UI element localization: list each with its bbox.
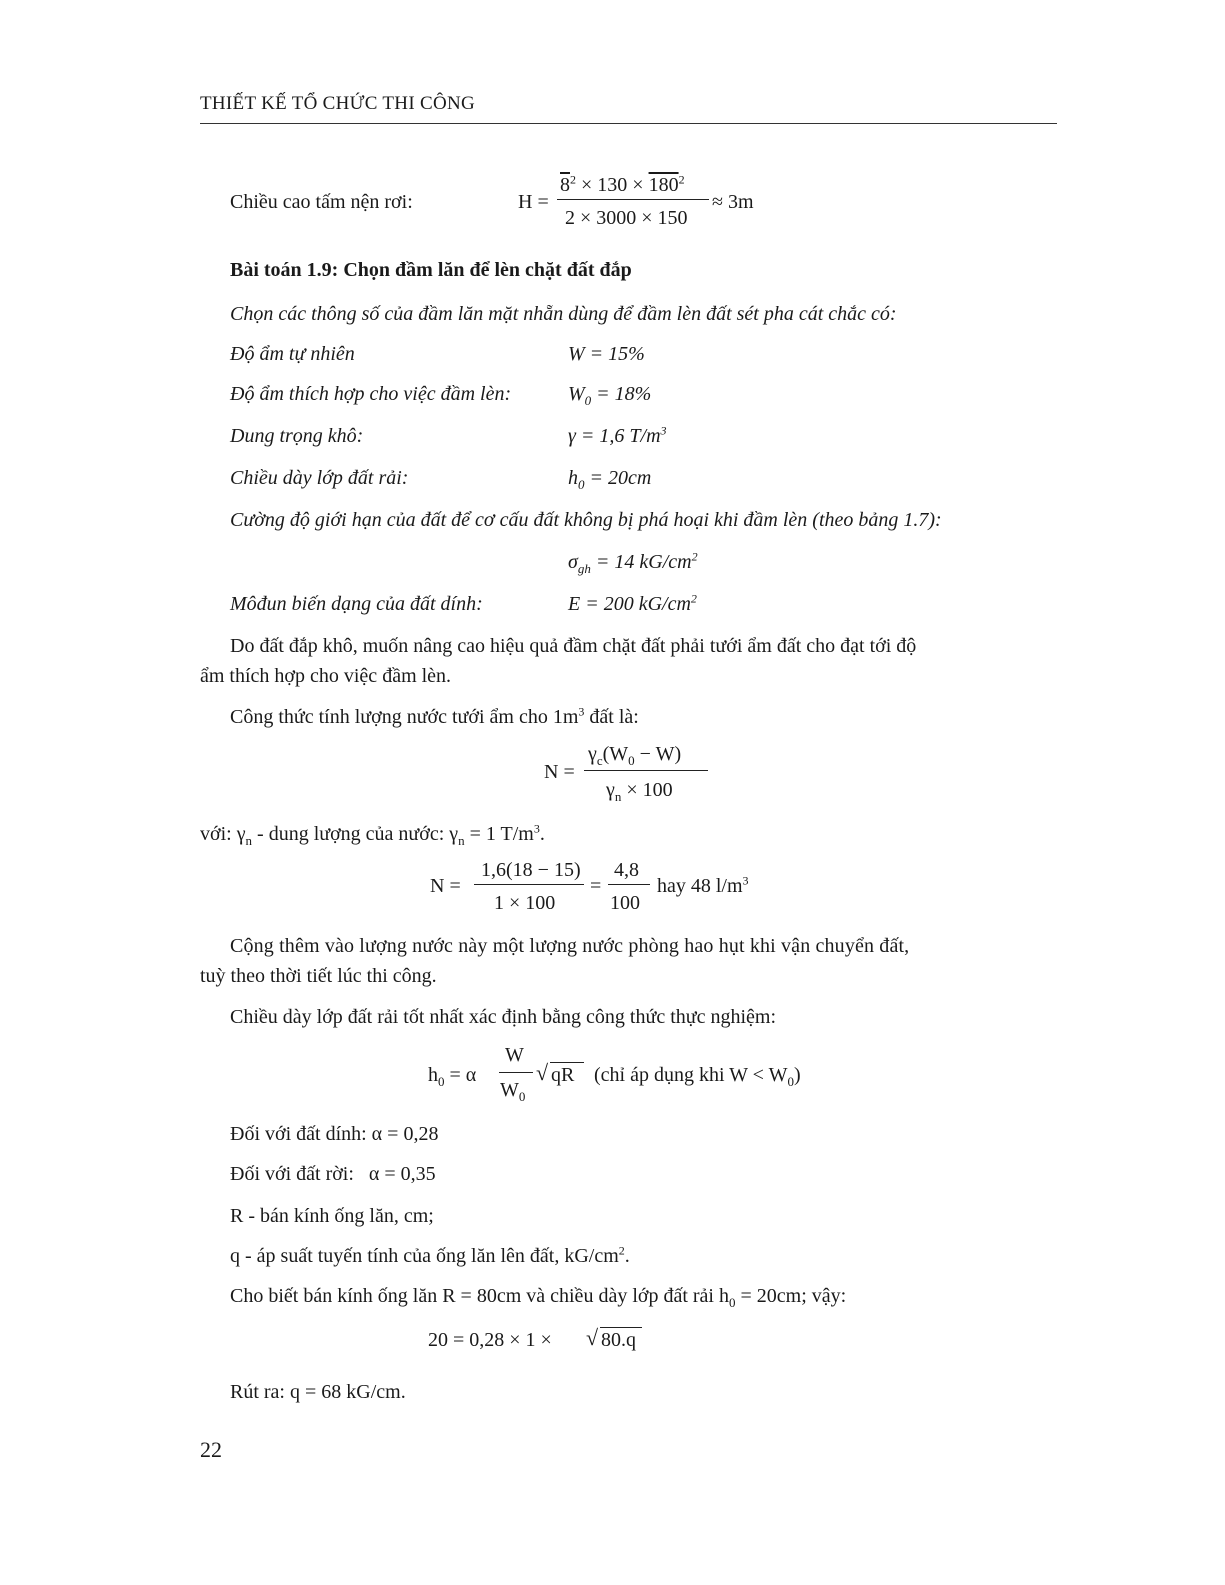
running-header: THIẾT KẾ TỔ CHỨC THI CÔNG (200, 93, 476, 114)
paragraph-line: Công thức tính lượng nước tưới ẩm cho $1m^3$ đất là: (230, 704, 639, 728)
strength-label: Cường độ giới hạn của đất để cơ cấu đất không bị phá hoại khi đầm lèn (theo bảng 1.7): (230, 509, 942, 531)
param-label: Dung trọng khô: (230, 425, 364, 447)
param-value: $W_0 = 18\%$ (568, 383, 652, 408)
definition-r: R - bán kính ống lăn, cm; (230, 1205, 434, 1227)
strength-value: $\sigma_{gh} = 14$ $kG/cm^2$ (568, 549, 698, 576)
param-value: γ = 1,6 $T/m^3$ (568, 423, 667, 447)
alpha-cohesive: Đối với đất dính: α = 0,28 (230, 1123, 439, 1145)
paragraph-line: ẩm thích hợp cho việc đầm lèn. (200, 665, 452, 687)
definition-line: với: $\gamma_n$ - dung lượng của nước: $\gamma_n = 1$ $T/m^3$. (200, 821, 545, 848)
modulus-label: Môđun biến dạng của đất dính: (230, 593, 483, 615)
result-line: Rút ra: q = 68 kG/cm. (230, 1381, 406, 1403)
param-label: Chiều dày lớp đất rải: (230, 467, 409, 489)
page-number: 22 (200, 1437, 222, 1462)
paragraph-line: Cộng thêm vào lượng nước này một lượng nước phòng hao hụt khi vận chuyển đất, (230, 935, 910, 957)
header-rule (200, 123, 1057, 124)
definition-q: q - áp suất tuyến tính của ống lăn lên đất, $kG/cm^2$. (230, 1243, 630, 1267)
paragraph-line: Chiều dày lớp đất rải tốt nhất xác định bằng công thức thực nghiệm: (230, 1006, 777, 1028)
problem-intro: Chọn các thông số của đầm lăn mặt nhẵn dùng để đầm lèn đất sét pha cát chắc có: (230, 303, 897, 325)
fraction-bar (584, 770, 708, 771)
param-value: W = 15% (568, 343, 645, 365)
fraction-bar (499, 1072, 533, 1073)
param-value: $h_0 = 20cm$ (568, 467, 652, 492)
problem-title: Bài toán 1.9: Chọn đầm lăn để lèn chặt đất đắp (230, 259, 632, 281)
param-label: Độ ẩm tự nhiên (230, 343, 355, 365)
radical-sign: √ (586, 1325, 599, 1350)
fraction-bar (474, 884, 584, 885)
given-line: Cho biết bán kính ống lăn R = 80cm và chiều dày lớp đất rải $h_0 = 20cm$; vậy: (230, 1285, 847, 1310)
fraction-bar (557, 199, 709, 200)
alpha-loose: Đối với đất rời: α = 0,35 (230, 1163, 436, 1185)
paragraph-line: tuỳ theo thời tiết lúc thi công. (200, 965, 437, 987)
fraction-bar (608, 884, 650, 885)
param-label: Độ ẩm thích hợp cho việc đầm lèn: (230, 383, 512, 405)
height-label: Chiều cao tấm nện rơi: (230, 191, 413, 213)
radical-sign: √ (536, 1060, 549, 1085)
paragraph-line: Do đất đắp khô, muốn nâng cao hiệu quả đầm chặt đất phải tưới ẩm đất cho đạt tới độ (230, 635, 917, 657)
modulus-value: E = 200 $kG/cm^2$ (568, 591, 697, 615)
